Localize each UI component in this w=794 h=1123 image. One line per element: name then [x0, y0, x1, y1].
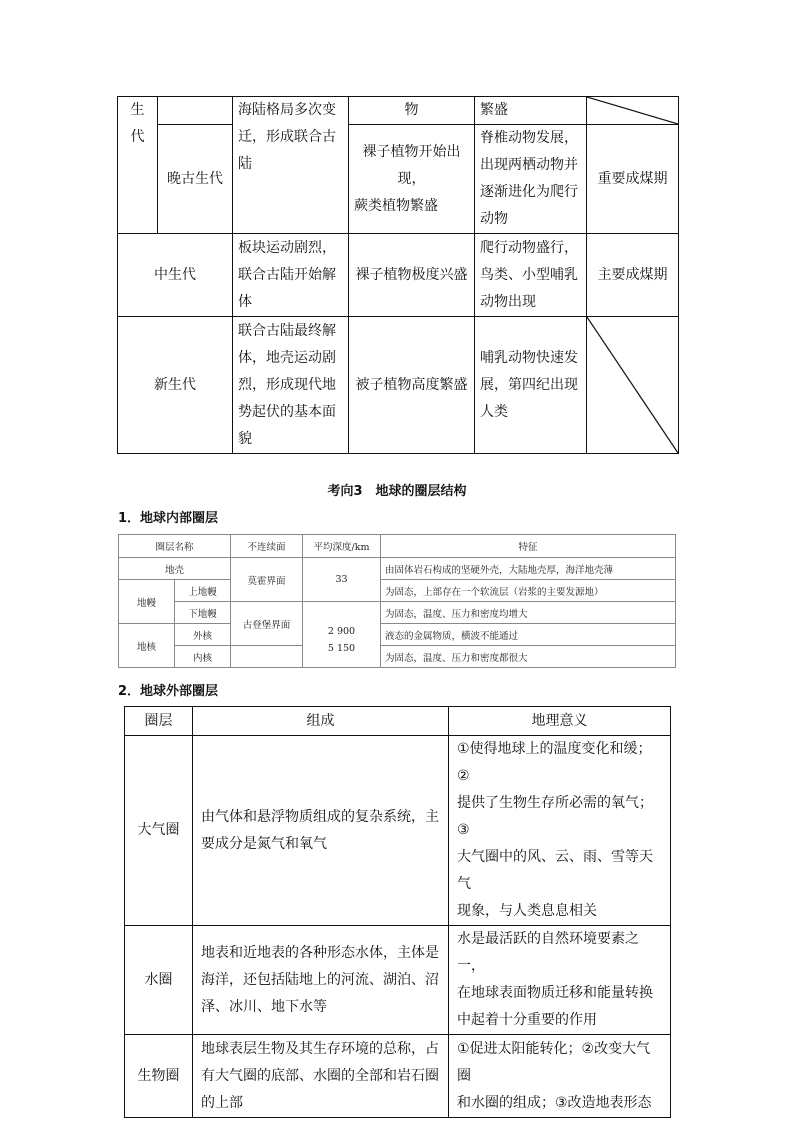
mineral-cell-empty-cenozoic	[587, 317, 679, 454]
crust-cell-cenozoic	[233, 317, 349, 454]
era-group-label-2: 代	[130, 129, 145, 145]
crust-cell-mesozoic	[233, 234, 349, 317]
significance-text: 和水圈的组成；③改造地表形态	[457, 1094, 652, 1111]
era-name-mesozoic: 中生代	[118, 234, 233, 317]
crust-text: 体，地壳运动剧	[238, 349, 336, 366]
plant-cell-mesozoic: 裸子植物极度兴盛	[349, 234, 475, 317]
hydrosphere-name: 水圈	[125, 926, 193, 1035]
inner-core-discontinuity-empty	[231, 646, 303, 668]
composition-text: 要成分是氮气和氧气	[201, 835, 327, 852]
crust-feature: 由固体岩石构成的坚硬外壳，大陆地壳厚，海洋地壳薄	[381, 558, 676, 580]
crust-cell-paleozoic	[233, 97, 349, 234]
era-group-cell	[118, 97, 158, 234]
significance-text: ①促进太阳能转化；②改变大气圈	[457, 1040, 651, 1084]
diagonal-line	[587, 97, 678, 124]
earth-interior-table	[118, 534, 676, 668]
era-group-label-1: 生	[130, 102, 145, 118]
hydrosphere-composition	[193, 926, 449, 1035]
composition-text: 有大气圈的底部、水圈的全部和岩石圈	[201, 1067, 439, 1084]
animal-cell-fragment: 繁盛	[475, 97, 587, 125]
plant-cell-late-paleozoic	[349, 125, 475, 234]
lower-mantle-name: 下地幔	[175, 602, 231, 624]
composition-text: 泽、冰川、地下水等	[201, 998, 327, 1015]
animal-text: 爬行动物盛行，	[480, 239, 578, 256]
upper-mantle-name: 上地幔	[175, 580, 231, 602]
crust-text: 体	[238, 293, 252, 310]
significance-text: 水是最活跃的自然环境要素之一，	[457, 931, 639, 974]
animal-cell-late-paleozoic	[475, 125, 587, 234]
biosphere-name: 生物圈	[125, 1035, 193, 1118]
significance-text: 中起着十分重要的作用	[457, 1012, 597, 1028]
significance-text: 现象，与人类息息相关	[457, 903, 597, 919]
biosphere-composition	[193, 1035, 449, 1118]
significance-text: 在地球表面物质迁移和能量转换	[457, 985, 653, 1001]
composition-text: 地表和近地表的各种形态水体，主体是	[201, 944, 439, 961]
crust-text: 联合古陆最终解	[238, 322, 336, 339]
crust-text: 板块运动剧烈，	[238, 239, 336, 256]
crust-text: 势起伏的基本面	[238, 403, 336, 420]
plant-text: 蕨类植物繁盛	[354, 197, 438, 214]
composition-text: 地球表层生物及其生存环境的总称，占	[201, 1040, 439, 1057]
animal-text: 脊椎动物发展，	[480, 130, 578, 146]
gutenberg-name: 古登堡界面	[231, 602, 303, 646]
animal-text: 鸟类、小型哺乳	[480, 266, 578, 283]
crust-text: 迁，形成联合古	[238, 129, 336, 145]
animal-cell-cenozoic	[475, 317, 587, 454]
exterior-heading: 2．地球外部圈层	[118, 684, 219, 699]
core-depth: 5 150	[327, 642, 356, 654]
era-name-cell-empty	[158, 97, 233, 125]
outer-core-feature: 液态的金属物质，横波不能通过	[381, 624, 676, 646]
earth-exterior-table	[124, 706, 671, 1118]
outer-core-name: 外核	[175, 624, 231, 646]
crust-text: 烈，形成现代地	[238, 376, 336, 393]
mantle-name: 地幔	[119, 580, 175, 624]
upper-mantle-feature: 为固态，上部存在一个软流层（岩浆的主要发源地）	[381, 580, 676, 602]
animal-text: 出现两栖动物并	[480, 157, 578, 173]
header-feature: 特征	[381, 535, 676, 558]
mineral-cell-late-paleozoic: 重要成煤期	[587, 125, 679, 234]
composition-text: 由气体和悬浮物质组成的复杂系统，主	[201, 808, 439, 825]
composition-text: 海洋，还包括陆地上的河流、湖泊、沼	[201, 971, 439, 988]
diagonal-line	[587, 317, 678, 453]
crust-text: 联合古陆开始解	[238, 266, 336, 283]
plant-cell-cenozoic: 被子植物高度繁盛	[349, 317, 475, 454]
hydrosphere-significance	[449, 926, 671, 1035]
header-composition: 组成	[193, 707, 449, 736]
crust-text: 陆	[238, 156, 252, 172]
interior-heading: 1．地球内部圈层	[118, 511, 219, 526]
animal-text: 逐渐进化为爬行	[480, 184, 578, 200]
header-layer: 圈层	[125, 707, 193, 736]
atmosphere-significance	[449, 736, 671, 926]
moho-depth: 33	[303, 558, 381, 602]
era-name-cenozoic: 新生代	[118, 317, 233, 454]
mineral-cell-mesozoic: 主要成煤期	[587, 234, 679, 317]
biosphere-significance	[449, 1035, 671, 1118]
animal-text: 动物	[480, 211, 508, 227]
significance-text: 提供了生物生存所必需的氧气；③	[457, 795, 653, 838]
animal-text: 人类	[480, 403, 508, 420]
animal-cell-mesozoic	[475, 234, 587, 317]
era-name-late-paleozoic: 晚古生代	[158, 125, 233, 234]
composition-text: 的上部	[201, 1094, 243, 1111]
section-title: 考向3 地球的圈层结构	[327, 484, 467, 499]
inner-core-name: 内核	[175, 646, 231, 668]
lower-mantle-feature: 为固态，温度、压力和密度均增大	[381, 602, 676, 624]
core-name: 地核	[119, 624, 175, 668]
plant-cell-fragment: 物	[349, 97, 475, 125]
crust-text: 貌	[238, 430, 252, 447]
geologic-era-table	[117, 96, 679, 454]
crust-name: 地壳	[119, 558, 231, 580]
animal-text: 展，第四纪出现	[480, 376, 578, 393]
animal-text: 动物出现	[480, 293, 536, 310]
inner-core-feature: 为固态，温度、压力和密度都很大	[381, 646, 676, 668]
deep-depth-cell	[303, 602, 381, 668]
header-discontinuity: 不连续面	[231, 535, 303, 558]
gutenberg-depth: 2 900	[327, 625, 356, 637]
significance-text: 大气圈中的风、云、雨、雪等天气	[457, 849, 653, 892]
significance-text: ①使得地球上的温度变化和缓；②	[457, 741, 652, 784]
plant-text: 裸子植物开始出现，	[362, 143, 461, 187]
mineral-cell-empty	[587, 97, 679, 125]
header-significance: 地理意义	[449, 707, 671, 736]
moho-name: 莫霍界面	[231, 558, 303, 602]
header-depth: 平均深度/km	[303, 535, 381, 558]
atmosphere-composition	[193, 736, 449, 926]
atmosphere-name: 大气圈	[125, 736, 193, 926]
header-layer-name: 圈层名称	[119, 535, 231, 558]
animal-text: 哺乳动物快速发	[480, 349, 578, 366]
crust-text: 海陆格局多次变	[238, 102, 336, 118]
